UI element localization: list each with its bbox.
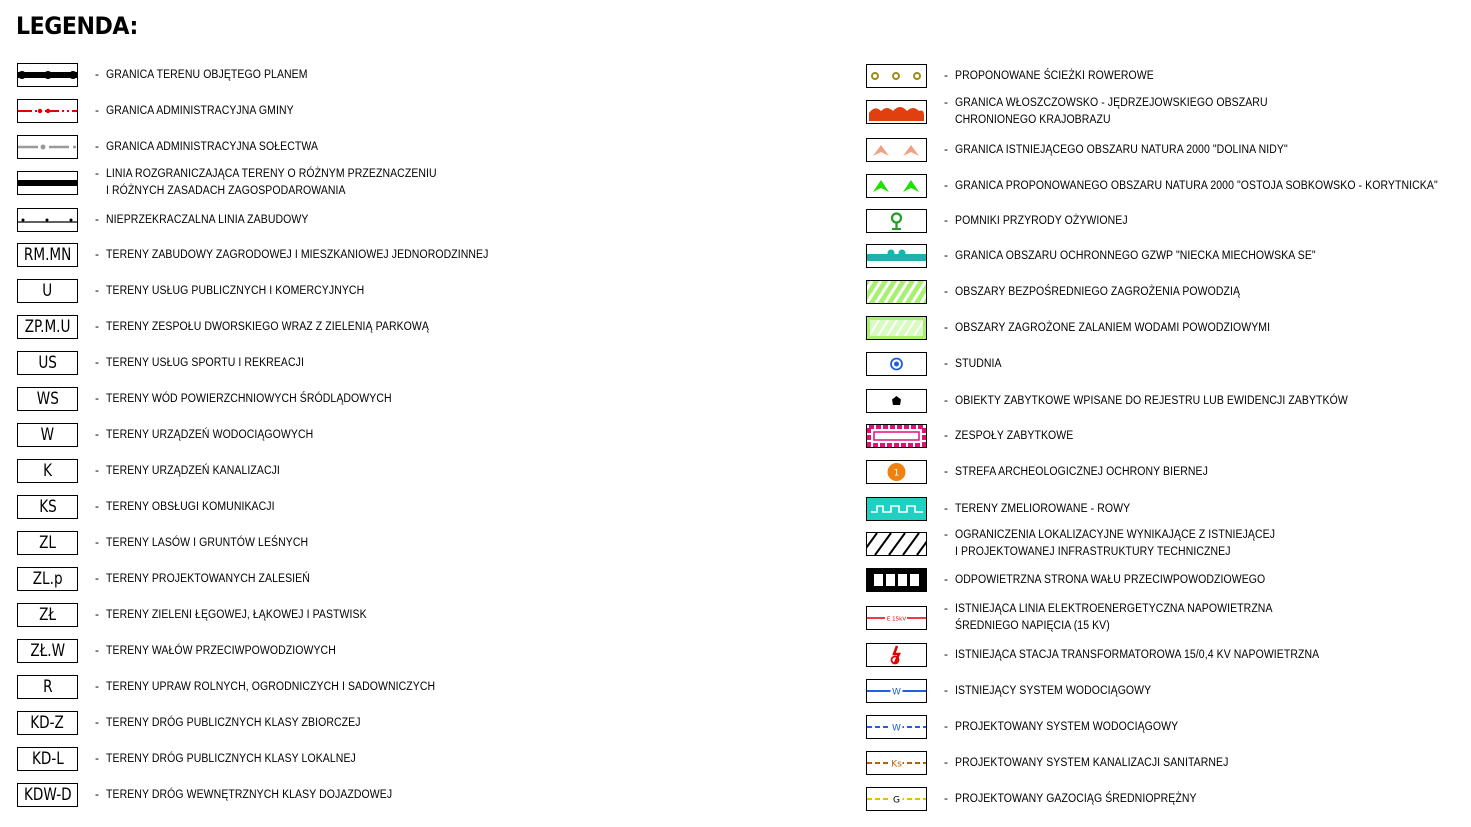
label-line: ISTNIEJĄCA STACJA TRANSFORMATOROWA 15/0,4 KV NAPOWIETRZNA <box>955 647 1320 661</box>
separator-dash: - <box>95 715 99 729</box>
separator-dash: - <box>95 391 99 405</box>
svg-text:W: W <box>892 687 901 698</box>
label-line: OBSZARY BEZPOŚREDNIEGO ZAGROŻENIA POWODZIĄ <box>955 284 1241 298</box>
zone-code-box <box>17 783 78 807</box>
label-line: TERENY WAŁÓW PRZECIWPOWODZIOWYCH <box>106 643 336 657</box>
legend-item-label <box>106 462 280 479</box>
legend-item-label <box>955 247 1316 264</box>
label-line: TERENY URZĄDZEŃ KANALIZACJI <box>106 463 280 477</box>
legend-item-label <box>955 682 1151 699</box>
label-line: TERENY UPRAW ROLNYCH, OGRODNICZYCH I SADOWNICZYCH <box>106 679 436 693</box>
separator-dash: - <box>95 607 99 621</box>
zone-code: ZL.p <box>32 569 63 589</box>
label-line: PROPONOWANE ŚCIEŻKI ROWEROWE <box>955 68 1154 82</box>
label-line: GRANICA ADMINISTRACYJNA SOŁECTWA <box>106 139 319 153</box>
granica-solectwa-icon <box>17 135 78 159</box>
legend-item-label <box>106 498 275 515</box>
zone-code: WS <box>36 389 59 409</box>
separator-dash: - <box>944 572 948 586</box>
zone-code: U <box>42 281 53 301</box>
zalanie-wodami-icon <box>866 316 927 340</box>
legend-item-label <box>955 427 1073 444</box>
separator-dash: - <box>944 213 948 227</box>
separator-dash: - <box>95 67 99 81</box>
zone-code-box <box>17 567 78 591</box>
obiekty-zabytkowe-icon <box>866 389 927 413</box>
separator-dash: - <box>944 647 948 661</box>
svg-text:W: W <box>892 723 901 734</box>
label-line: I RÓŻNYCH ZASADACH ZAGOSPODAROWANIA <box>106 183 346 197</box>
linia-elektro-icon <box>866 606 927 630</box>
label-line: I PROJEKTOWANEJ INFRASTRUKTURY TECHNICZNEJ <box>955 544 1231 558</box>
wal-icon <box>866 568 927 592</box>
zone-code: ZP.M.U <box>24 317 71 337</box>
legend-title: LEGENDA: <box>16 12 138 40</box>
legend-item-label <box>955 500 1130 517</box>
label-line: LINIA ROZGRANICZAJĄCA TERENY O RÓŻNYM PRZEZNACZENIU <box>106 166 437 180</box>
legend-item-label <box>106 606 367 623</box>
label-line: TERENY ZMELIOROWANE - ROWY <box>955 501 1131 515</box>
zagrozenie-powodzia-icon <box>866 280 927 304</box>
separator-dash: - <box>944 527 948 541</box>
separator-dash: - <box>944 719 948 733</box>
legend-item-label <box>106 642 336 659</box>
separator-dash: - <box>95 166 99 180</box>
separator-dash: - <box>95 427 99 441</box>
zone-code: K <box>43 461 52 481</box>
zone-code-box <box>17 495 78 519</box>
separator-dash: - <box>95 679 99 693</box>
natura-istniejacy-icon <box>866 138 927 162</box>
label-line: TERENY OBSŁUGI KOMUNIKACJI <box>106 499 275 513</box>
separator-dash: - <box>944 320 948 334</box>
zone-code-box <box>17 747 78 771</box>
legend-item-label <box>106 66 308 83</box>
zone-code: KD-L <box>31 749 64 769</box>
svg-text:1: 1 <box>893 468 900 479</box>
label-line: OBIEKTY ZABYTKOWE WPISANE DO REJESTRU LUB EWIDENCJI ZABYTKÓW <box>955 393 1348 407</box>
zone-code-box <box>17 639 78 663</box>
separator-dash: - <box>95 463 99 477</box>
label-line: TERENY ZIELENI ŁĘGOWEJ, ŁĄKOWEJ I PASTWISK <box>106 607 367 621</box>
legend-item-label <box>955 67 1154 84</box>
label-line: ODPOWIETRZNA STRONA WAŁU PRZECIWPOWODZIOWEGO <box>955 572 1266 586</box>
granica-terenu-icon <box>17 63 78 87</box>
sciezki-rowerowe-icon <box>866 64 927 88</box>
zone-code-box <box>17 315 78 339</box>
legend-item-label <box>106 678 435 695</box>
label-line: TERENY USŁUG PUBLICZNYCH I KOMERCYJNYCH <box>106 283 365 297</box>
legend-item-label <box>955 600 1273 634</box>
label-line: NIEPRZEKRACZALNA LINIA ZABUDOWY <box>106 212 309 226</box>
zone-code: R <box>42 677 53 697</box>
legend-item-label <box>955 212 1128 229</box>
zone-code-box <box>17 459 78 483</box>
legend-item-label <box>106 570 310 587</box>
zone-code-box <box>17 711 78 735</box>
separator-dash: - <box>95 355 99 369</box>
label-line: ISTNIEJĄCY SYSTEM WODOCIĄGOWY <box>955 683 1152 697</box>
label-line: ZESPOŁY ZABYTKOWE <box>955 428 1074 442</box>
separator-dash: - <box>944 601 948 615</box>
svg-text:Ks: Ks <box>891 759 902 770</box>
zone-code-box <box>17 279 78 303</box>
wod-istniejacy-icon <box>866 679 927 703</box>
separator-dash: - <box>944 428 948 442</box>
gazociag-icon <box>866 787 927 811</box>
legend-item-label <box>106 282 364 299</box>
label-line: GRANICA TERENU OBJĘTEGO PLANEM <box>106 67 308 81</box>
zone-code: W <box>40 425 55 445</box>
label-line: TERENY ZESPOŁU DWORSKIEGO WRAZ Z ZIELENIĄ PARKOWĄ <box>106 319 429 333</box>
label-line: TERENY ZABUDOWY ZAGRODOWEJ I MIESZKANIOWEJ JEDNORODZINNEJ <box>106 247 489 261</box>
separator-dash: - <box>95 499 99 513</box>
separator-dash: - <box>95 787 99 801</box>
separator-dash: - <box>944 791 948 805</box>
legend-item-label <box>955 790 1197 807</box>
gzwp-icon <box>866 244 927 268</box>
label-line: POMNIKI PRZYRODY OŻYWIONEJ <box>955 213 1128 227</box>
label-line: TERENY WÓD POWIERZCHNIOWYCH ŚRÓDLĄDOWYCH <box>106 391 392 405</box>
zespoly-zabytkowe-icon <box>866 424 927 448</box>
separator-dash: - <box>95 643 99 657</box>
zone-code: KD-Z <box>30 713 65 733</box>
label-line: OBSZARY ZAGROŻONE ZALANIEM WODAMI POWODZIOWYMI <box>955 320 1271 334</box>
zone-code-box <box>17 423 78 447</box>
separator-dash: - <box>944 248 948 262</box>
zone-code-box <box>17 243 78 267</box>
separator-dash: - <box>95 751 99 765</box>
zone-code: KDW-D <box>23 785 72 805</box>
obszar-krajobrazu-icon <box>866 100 927 124</box>
pomniki-przyrody-icon <box>866 209 927 233</box>
label-line: GRANICA ADMINISTRACYJNA GMINY <box>106 103 294 117</box>
legend-item-label <box>955 141 1288 158</box>
separator-dash: - <box>95 535 99 549</box>
separator-dash: - <box>95 571 99 585</box>
separator-dash: - <box>944 464 948 478</box>
separator-dash: - <box>95 247 99 261</box>
zone-code-box <box>17 351 78 375</box>
separator-dash: - <box>944 178 948 192</box>
label-line: PROJEKTOWANY SYSTEM KANALIZACJI SANITARNEJ <box>955 755 1229 769</box>
legend-item-label <box>955 355 1002 372</box>
label-line: TERENY DRÓG PUBLICZNYCH KLASY LOKALNEJ <box>106 751 356 765</box>
label-line: PROJEKTOWANY GAZOCIĄG ŚREDNIOPRĘŻNY <box>955 791 1197 805</box>
legend-item-label <box>955 571 1265 588</box>
label-line: OGRANICZENIA LOKALIZACYJNE WYNIKAJĄCE Z ISTNIEJĄCEJ <box>955 527 1276 541</box>
legend-item-label <box>955 526 1275 560</box>
legend-item-label <box>106 102 294 119</box>
legend-item-label <box>106 426 313 443</box>
strefa-archeologiczna-icon <box>866 460 927 484</box>
label-line: GRANICA WŁOSZCZOWSKO - JĘDRZEJOWSKIEGO OBSZARU <box>955 95 1268 109</box>
legend-item-label <box>955 283 1240 300</box>
stacja-trafo-icon <box>866 643 927 667</box>
kanalizacja-icon <box>866 751 927 775</box>
legend-item-label <box>955 718 1178 735</box>
separator-dash: - <box>944 142 948 156</box>
natura-proponowany-icon <box>866 174 927 198</box>
label-line: TERENY DRÓG PUBLICZNYCH KLASY ZBIORCZEJ <box>106 715 361 729</box>
studnia-icon <box>866 352 927 376</box>
legend-item-label <box>955 177 1438 194</box>
legend-item-label <box>955 754 1228 771</box>
zone-code-box <box>17 603 78 627</box>
legend-item-label <box>106 750 356 767</box>
legend-item-label <box>106 211 308 228</box>
label-line: STREFA ARCHEOLOGICZNEJ OCHRONY BIERNEJ <box>955 464 1208 478</box>
svg-text:G: G <box>893 795 900 806</box>
legend-item-label <box>955 319 1270 336</box>
infrastruktura-icon <box>866 532 927 556</box>
rowy-icon <box>866 497 927 521</box>
zone-code: US <box>38 353 57 373</box>
legend-item-label <box>955 646 1319 663</box>
zone-code: ZL <box>39 533 56 553</box>
separator-dash: - <box>95 103 99 117</box>
linia-zabudowy-icon <box>17 208 78 232</box>
label-line: ŚREDNIEGO NAPIĘCIA (15 KV) <box>955 618 1110 632</box>
label-line: TERENY PROJEKTOWANYCH ZALESIEŃ <box>106 571 310 585</box>
separator-dash: - <box>944 501 948 515</box>
zone-code-box <box>17 675 78 699</box>
label-line: TERENY LASÓW I GRUNTÓW LEŚNYCH <box>106 535 309 549</box>
legend-item-label <box>106 534 308 551</box>
separator-dash: - <box>944 284 948 298</box>
separator-dash: - <box>944 95 948 109</box>
label-line: GRANICA ISTNIEJĄCEGO OBSZARU NATURA 2000 "DOLINA NIDY" <box>955 142 1288 156</box>
separator-dash: - <box>944 683 948 697</box>
separator-dash: - <box>944 755 948 769</box>
granica-gminy-icon <box>17 99 78 123</box>
zone-code-box <box>17 531 78 555</box>
separator-dash: - <box>95 283 99 297</box>
label-line: GRANICA PROPONOWANEGO OBSZARU NATURA 2000 "OSTOJA SOBKOWSKO - KORYTNICKA" <box>955 178 1438 192</box>
zone-code-box <box>17 387 78 411</box>
legend-item-label <box>106 786 392 803</box>
separator-dash: - <box>95 319 99 333</box>
zone-code: KS <box>38 497 57 517</box>
wod-projektowany-icon <box>866 715 927 739</box>
zone-code: RM.MN <box>23 245 72 265</box>
legend-item-label <box>106 390 392 407</box>
legend-item-label <box>955 392 1348 409</box>
separator-dash: - <box>95 212 99 226</box>
legend-item-label <box>955 94 1268 128</box>
separator-dash: - <box>944 68 948 82</box>
legend-item-label <box>106 138 318 155</box>
separator-dash: - <box>944 393 948 407</box>
label-line: ISTNIEJĄCA LINIA ELEKTROENERGETYCZNA NAPOWIETRZNA <box>955 601 1273 615</box>
linia-rozgraniczajaca-icon <box>17 171 78 195</box>
zone-code: ZŁ <box>39 605 56 625</box>
separator-dash: - <box>944 356 948 370</box>
legend-item-label <box>106 246 488 263</box>
legend-item-label <box>106 354 304 371</box>
electric-line-glyph: E 15kV <box>886 616 907 623</box>
legend-item-label <box>106 714 361 731</box>
legend-item-label <box>106 165 437 199</box>
separator-dash: - <box>95 139 99 153</box>
zone-code: ZŁ.W <box>30 641 65 661</box>
legend-item-label <box>106 318 429 335</box>
legend-item-label <box>955 463 1208 480</box>
label-line: TERENY URZĄDZEŃ WODOCIĄGOWYCH <box>106 427 314 441</box>
label-line: GRANICA OBSZARU OCHRONNEGO GZWP "NIECKA MIECHOWSKA SE" <box>955 248 1316 262</box>
label-line: CHRONIONEGO KRAJOBRAZU <box>955 112 1111 126</box>
label-line: TERENY USŁUG SPORTU I REKREACJI <box>106 355 304 369</box>
label-line: TERENY DRÓG WEWNĘTRZNYCH KLASY DOJAZDOWEJ <box>106 787 393 801</box>
label-line: STUDNIA <box>955 356 1002 370</box>
label-line: PROJEKTOWANY SYSTEM WODOCIĄGOWY <box>955 719 1179 733</box>
